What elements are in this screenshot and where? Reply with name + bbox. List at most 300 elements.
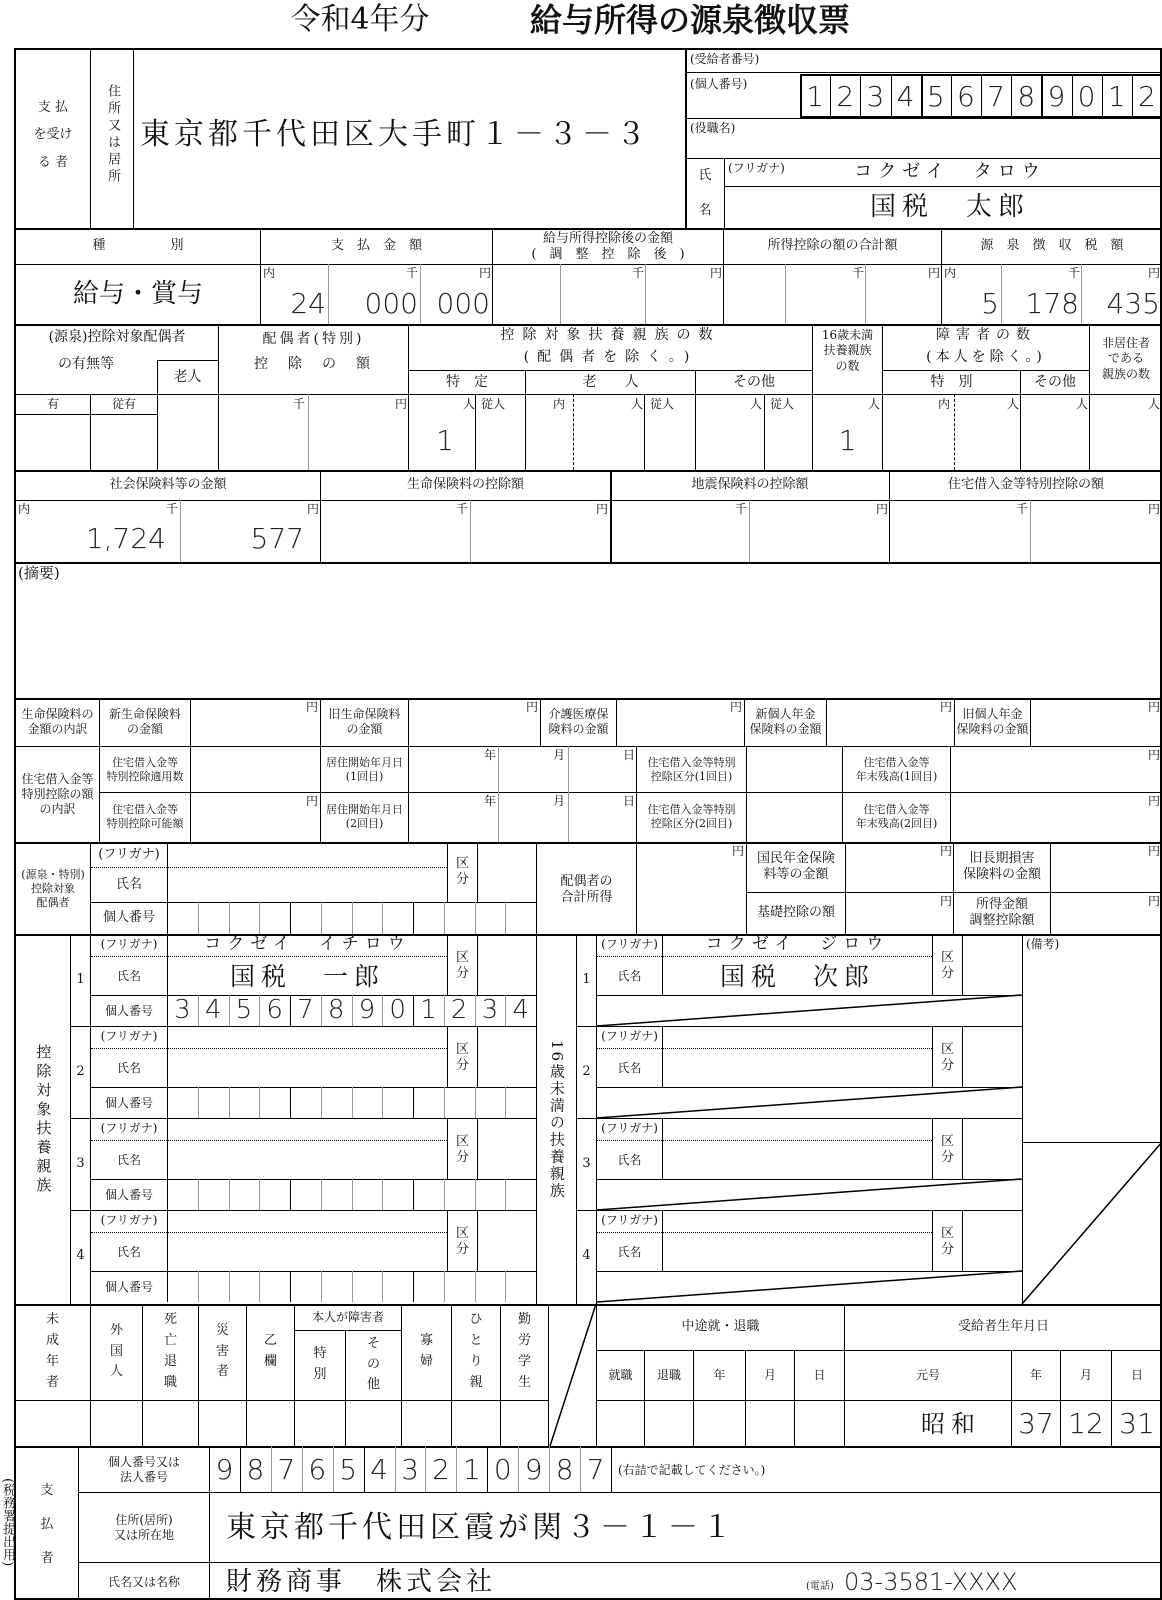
dependent-number bbox=[167, 1179, 536, 1210]
recipient-no-label: (受給者番号) bbox=[690, 52, 760, 66]
flag-widow-label: 寡婦 bbox=[419, 1333, 433, 1369]
flag-minor-label: 未成年者 bbox=[45, 1312, 59, 1390]
dependent-number-digit[interactable] bbox=[444, 1179, 475, 1210]
under16-furigana-label: (フリガナ) bbox=[601, 1213, 658, 1227]
dependent-number-digit[interactable]: 3 bbox=[174, 995, 191, 1026]
balance-1-label: 住宅借入金等 年末残高(1回目) bbox=[855, 756, 938, 783]
unit-en: 円 bbox=[940, 700, 953, 714]
under16-furigana-label: (フリガナ) bbox=[601, 1029, 658, 1043]
dependent-number-digit[interactable] bbox=[352, 1179, 383, 1210]
position-label: (役職名) bbox=[690, 121, 736, 135]
personal-no-digit[interactable]: 6 bbox=[956, 79, 975, 113]
disabled-count-label: 障害者の数 bbox=[936, 327, 1036, 344]
possible-amount-label: 住宅借入金等 特別控除可能額 bbox=[106, 803, 184, 830]
under16-count[interactable]: 1 bbox=[838, 423, 857, 457]
spouse-number-cell[interactable] bbox=[198, 902, 229, 934]
joined-label: 就職 bbox=[608, 1368, 633, 1382]
dependents-count-label: 控除対象扶養親族の数 bbox=[500, 327, 721, 344]
dependent-number-digit[interactable] bbox=[352, 1271, 383, 1302]
under16-name[interactable] bbox=[665, 1142, 930, 1179]
unit-en: 円 bbox=[306, 700, 319, 714]
self-disabled-label: 本人が障害者 bbox=[311, 1310, 384, 1324]
personal-no-digit[interactable]: 8 bbox=[1017, 79, 1036, 113]
nonresident-label: 非居住者 である 親族の数 bbox=[1101, 335, 1150, 381]
unit-person: 人 bbox=[1007, 397, 1020, 411]
balance-2-label: 住宅借入金等 年末残高(2回目) bbox=[855, 803, 938, 830]
spouse-number-cell[interactable] bbox=[505, 902, 536, 934]
spouse-number-cell[interactable] bbox=[321, 902, 352, 934]
flag-student-checkbox[interactable] bbox=[501, 1401, 548, 1446]
specific-count[interactable]: 1 bbox=[436, 423, 454, 457]
under16-name-label: 氏名 bbox=[617, 969, 642, 983]
under16-name[interactable]: 国税 次郎 bbox=[719, 961, 875, 991]
birth-year-label: 年 bbox=[1029, 1368, 1042, 1382]
dependent-category-label: 区 分 bbox=[455, 1041, 469, 1073]
payer-phone[interactable]: 03-3581-XXXX bbox=[844, 1568, 1018, 1596]
personal-no-digit[interactable]: 1 bbox=[806, 79, 824, 113]
flag-special-label: 特別 bbox=[313, 1346, 327, 1382]
unit-person: 人 bbox=[868, 397, 881, 411]
start-date-1-label: 居住開始年月日 (1回目) bbox=[326, 756, 403, 783]
employment-day-label: 日 bbox=[813, 1368, 826, 1382]
unit-person: 人 bbox=[463, 397, 476, 411]
dependent-number-digit[interactable] bbox=[505, 1271, 536, 1302]
name-label-1: 氏 bbox=[698, 167, 712, 183]
unit-dep-person: 従人 bbox=[481, 397, 506, 411]
personal-no-digit[interactable]: 9 bbox=[1047, 79, 1066, 113]
housing-loan-label: 住宅借入金等特別控除の額 bbox=[947, 477, 1104, 493]
unit-uchi: 内 bbox=[18, 502, 31, 516]
unit-en: 円 bbox=[1148, 844, 1161, 858]
under16-name-label: 氏名 bbox=[617, 1153, 642, 1167]
employment-month-label: 月 bbox=[763, 1368, 776, 1382]
under16-name[interactable] bbox=[665, 1050, 930, 1087]
dependent-number-digit[interactable] bbox=[475, 1179, 506, 1210]
unit-en: 円 bbox=[479, 266, 492, 280]
old-longterm-label: 旧長期損害 保険料の金額 bbox=[962, 850, 1041, 882]
recipient-name[interactable]: 国税 太郎 bbox=[869, 191, 1030, 222]
spouse-number-cell[interactable] bbox=[352, 902, 383, 934]
applicable-count-label: 住宅借入金等 特別控除適用数 bbox=[106, 756, 184, 783]
unit-dep-person: 従人 bbox=[650, 397, 675, 411]
unit-en: 円 bbox=[876, 502, 889, 516]
dependent-number-digit[interactable] bbox=[167, 1179, 198, 1210]
dependent-category-label: 区 分 bbox=[455, 949, 469, 981]
personal-no-digit[interactable]: 2 bbox=[1137, 79, 1156, 113]
payer-address[interactable]: 東京都千代田区霞が関３－１－１ bbox=[226, 1510, 736, 1546]
unit-en: 円 bbox=[1148, 794, 1161, 808]
personal-no-label: (個人番号) bbox=[690, 77, 748, 91]
under16-category-label: 区 分 bbox=[940, 1133, 954, 1165]
spouse-number-cell[interactable] bbox=[229, 902, 260, 934]
tax-office-copy-label: (税務署提出用) bbox=[0, 1477, 16, 1567]
unit-sen: 千 bbox=[456, 502, 469, 516]
dependent-number-digit[interactable] bbox=[229, 1179, 260, 1210]
disabled-other-label: その他 bbox=[1034, 373, 1076, 390]
category-1-label: 住宅借入金等特別 控除区分(1回目) bbox=[647, 756, 736, 783]
dependent-number-digit[interactable] bbox=[167, 1271, 198, 1302]
under16-furigana-label: (フリガナ) bbox=[601, 1121, 658, 1135]
unit-month: 月 bbox=[553, 794, 566, 808]
dependent-no: 3 bbox=[76, 1155, 85, 1171]
specific-label: 特 定 bbox=[446, 373, 488, 390]
payer-number-digit[interactable]: 2 bbox=[432, 1452, 450, 1486]
category-2-label: 住宅借入金等特別 控除区分(2回目) bbox=[647, 803, 736, 830]
employment-year-label: 年 bbox=[713, 1368, 726, 1382]
dependent-number-digit[interactable]: 5 bbox=[235, 995, 253, 1026]
unit-en: 円 bbox=[307, 502, 320, 516]
unit-person: 人 bbox=[1148, 397, 1161, 411]
life-breakdown-label: 生命保険料の 金額の内訳 bbox=[21, 707, 94, 736]
spouse-total-income-label: 配偶者の 合計所得 bbox=[560, 873, 613, 905]
under16-no: 1 bbox=[582, 971, 591, 987]
flag-foreigner-label: 外国人 bbox=[109, 1322, 123, 1380]
employment-label: 中途就・退職 bbox=[681, 1319, 760, 1335]
payer-number-digit[interactable]: 5 bbox=[339, 1452, 358, 1486]
payer-number-digit[interactable]: 8 bbox=[246, 1452, 265, 1486]
special-label: 特 別 bbox=[930, 373, 973, 390]
unit-en: 円 bbox=[710, 266, 723, 280]
unit-day: 日 bbox=[623, 794, 636, 808]
dependent-number-digit[interactable] bbox=[198, 1179, 229, 1210]
dependents-count-label-2: (配偶者を除く。) bbox=[523, 349, 698, 366]
personal-no-digit[interactable]: 3 bbox=[866, 79, 885, 113]
flag-death-checkbox[interactable] bbox=[143, 1401, 198, 1446]
dependent-number-digit[interactable] bbox=[444, 1087, 475, 1118]
under16-category-label: 区 分 bbox=[940, 1041, 954, 1073]
summary-label[interactable]: (摘要) bbox=[18, 564, 60, 582]
unit-en: 円 bbox=[526, 700, 539, 714]
dependent-name-label: 氏名 bbox=[116, 1061, 141, 1075]
yes-label: 有 bbox=[46, 397, 59, 411]
dependent-number-digit[interactable] bbox=[413, 1087, 444, 1118]
payer-number-digit[interactable]: 7 bbox=[586, 1452, 605, 1486]
unit-uchi: 内 bbox=[944, 266, 957, 280]
spouse-number-cell[interactable] bbox=[290, 902, 321, 934]
flag-disaster-label: 災害者 bbox=[215, 1322, 229, 1380]
spouse-number-cell[interactable] bbox=[382, 902, 413, 934]
dependent-number-label: 個人番号 bbox=[104, 1187, 153, 1202]
payer-number-digit[interactable]: 1 bbox=[462, 1452, 481, 1486]
payer-number-note: (右詰で記載してください。) bbox=[618, 1463, 766, 1477]
dependent-furigana[interactable] bbox=[170, 1118, 445, 1140]
dependent-number-digit[interactable] bbox=[475, 1271, 506, 1302]
dependent-number-digit[interactable] bbox=[352, 1087, 383, 1118]
dependent-number-digit[interactable]: 9 bbox=[358, 995, 376, 1026]
payer-number-digit[interactable]: 7 bbox=[277, 1452, 296, 1486]
payment-upper[interactable]: 24 bbox=[290, 286, 326, 320]
under16-furigana[interactable] bbox=[665, 1118, 930, 1140]
dependent-number bbox=[167, 1271, 536, 1302]
header-deduction-total: 所得控除の額の合計額 bbox=[767, 238, 898, 254]
recipient-address[interactable]: 東京都千代田区大手町１－３－３ bbox=[140, 117, 650, 153]
dependent-furigana[interactable] bbox=[170, 1026, 445, 1048]
dependent-no: 4 bbox=[76, 1247, 85, 1263]
personal-no-digit[interactable]: 1 bbox=[1107, 79, 1126, 113]
personal-no-digit[interactable]: 4 bbox=[896, 79, 915, 113]
dependent-no: 2 bbox=[76, 1063, 85, 1079]
flag-student-label: 勤労学生 bbox=[517, 1312, 531, 1390]
old-life-label: 旧生命保険料 の金額 bbox=[328, 707, 401, 736]
unit-en: 円 bbox=[1148, 748, 1161, 762]
dependent-number-digit[interactable] bbox=[444, 1271, 475, 1302]
spouse-presence-label-2: の有無等 bbox=[58, 356, 114, 373]
under16-furigana[interactable]: コクゼイ ジロウ bbox=[705, 934, 890, 955]
dependent-number-digit[interactable] bbox=[229, 1087, 260, 1118]
under16-no: 4 bbox=[582, 1247, 591, 1263]
dependent-number-digit[interactable] bbox=[321, 1271, 352, 1302]
furigana-label: (フリガナ) bbox=[728, 161, 785, 175]
dependent-furigana-label: (フリガナ) bbox=[100, 937, 158, 951]
social-insurance-thousands[interactable]: 1,724 bbox=[85, 521, 166, 555]
flag-otsu-checkbox[interactable] bbox=[247, 1401, 294, 1446]
recipient-furigana[interactable]: コクゼイ タロウ bbox=[854, 160, 1046, 182]
basic-deduction-label: 基礎控除の額 bbox=[756, 904, 835, 920]
dependent-furigana-label: (フリガナ) bbox=[100, 1213, 158, 1227]
flag-other-label: その他 bbox=[366, 1335, 380, 1393]
national-pension-label: 国民年金保険 料等の金額 bbox=[756, 850, 835, 882]
under16-count-label: 16歳未満 扶養親族 の数 bbox=[821, 327, 874, 373]
birth-month[interactable]: 12 bbox=[1068, 1407, 1104, 1440]
old-pension-label: 旧個人年金 保険料の金額 bbox=[956, 707, 1029, 736]
dependent-furigana[interactable] bbox=[170, 1210, 445, 1232]
dependent-number-digit[interactable] bbox=[290, 1271, 321, 1302]
spouse-presence-label: (源泉)控除対象配偶者 bbox=[48, 329, 186, 346]
dependent-number-digit[interactable]: 3 bbox=[481, 995, 499, 1026]
unit-en: 円 bbox=[395, 397, 408, 411]
dependent-furigana[interactable]: コクゼイ イチロウ bbox=[204, 934, 411, 955]
withholding-thousands[interactable]: 178 bbox=[1025, 286, 1079, 320]
payer-number-digit[interactable]: 3 bbox=[401, 1452, 419, 1486]
unit-year: 年 bbox=[484, 794, 497, 808]
unit-en: 円 bbox=[730, 700, 743, 714]
dependent-number-digit[interactable] bbox=[382, 1271, 413, 1302]
dependent-category-label: 区 分 bbox=[455, 1225, 469, 1257]
recipient-section-label: 支 払 を受け る 者 bbox=[33, 100, 73, 170]
unit-sen: 千 bbox=[735, 502, 748, 516]
flag-death-label: 死亡退職 bbox=[163, 1312, 177, 1390]
unit-year: 年 bbox=[484, 748, 497, 762]
housing-breakdown-label: 住宅借入金等 特別控除の額 の内訳 bbox=[21, 771, 94, 816]
unit-en: 円 bbox=[306, 794, 319, 808]
flag-special-checkbox[interactable] bbox=[295, 1401, 345, 1446]
payer-label: 支 払 者 bbox=[40, 1483, 54, 1566]
personal-no-digit[interactable]: 5 bbox=[926, 79, 945, 113]
spouse-number-cell[interactable] bbox=[259, 902, 290, 934]
dependent-number-digit[interactable] bbox=[290, 1179, 321, 1210]
unit-en: 円 bbox=[1148, 502, 1161, 516]
spouse-category-label: 区 分 bbox=[455, 855, 469, 887]
income-type: 給与・賞与 bbox=[72, 278, 203, 309]
under16-name-label: 氏名 bbox=[617, 1061, 642, 1075]
under16-name[interactable] bbox=[665, 1234, 930, 1271]
dependent-number-label: 個人番号 bbox=[104, 1279, 153, 1294]
elderly-label: 老人 bbox=[173, 368, 202, 385]
dependent-number-digit[interactable] bbox=[382, 1179, 413, 1210]
dependent-number-digit[interactable] bbox=[321, 1087, 352, 1118]
payer-number-digit[interactable]: 4 bbox=[370, 1452, 388, 1486]
flag-foreigner-checkbox[interactable] bbox=[91, 1401, 142, 1446]
new-life-label: 新生命保険料 の金額 bbox=[108, 707, 181, 736]
header-after-deduction: 給与所得控除後の金額 ( 調 整 控 除 後 ) bbox=[531, 230, 685, 262]
under16-furigana[interactable] bbox=[665, 1210, 930, 1232]
dependent-number-digit[interactable] bbox=[505, 1179, 536, 1210]
spouse-name-label: 氏名 bbox=[115, 876, 142, 892]
spouse-furigana-label: (フリガナ) bbox=[98, 846, 160, 862]
unit-sen: 千 bbox=[406, 266, 419, 280]
header-payment: 支 払 金 額 bbox=[330, 238, 422, 254]
unit-sen: 千 bbox=[166, 502, 179, 516]
era-label: 元号 bbox=[915, 1368, 940, 1382]
birth-era[interactable]: 昭和 bbox=[921, 1409, 981, 1438]
payer-number-digit[interactable]: 0 bbox=[493, 1452, 512, 1486]
flag-widow-checkbox[interactable] bbox=[402, 1401, 451, 1446]
start-date-2-label: 居住開始年月日 (2回目) bbox=[326, 803, 403, 830]
income-adjust-label: 所得金額 調整控除額 bbox=[969, 896, 1035, 928]
dependent-category-label: 区 分 bbox=[455, 1133, 469, 1165]
dependent-number-digit[interactable] bbox=[321, 1179, 352, 1210]
dependent-furigana-label: (フリガナ) bbox=[100, 1121, 158, 1135]
payer-number-digit[interactable]: 9 bbox=[215, 1452, 234, 1486]
dependents-label: 控除対象扶養親族 bbox=[34, 1044, 53, 1196]
unit-month: 月 bbox=[553, 748, 566, 762]
dependent-number-digit[interactable]: 1 bbox=[420, 995, 437, 1026]
under16-furigana[interactable] bbox=[665, 1026, 930, 1048]
dependent-name[interactable]: 国税 一郎 bbox=[229, 961, 385, 991]
dependent-number-digit[interactable] bbox=[382, 1087, 413, 1118]
dependent-name-label: 氏名 bbox=[116, 969, 141, 983]
dependent-furigana-label: (フリガナ) bbox=[100, 1029, 158, 1043]
dependent-name[interactable] bbox=[170, 1142, 445, 1179]
under16-name-label: 氏名 bbox=[617, 1245, 642, 1259]
payer-number-digit[interactable]: 6 bbox=[308, 1452, 327, 1486]
dependent-name-label: 氏名 bbox=[116, 1153, 141, 1167]
spouse-label: (源泉・特別) 控除対象 配偶者 bbox=[21, 868, 85, 909]
flag-other-checkbox[interactable] bbox=[346, 1401, 401, 1446]
social-insurance-label: 社会保険料等の金額 bbox=[109, 477, 227, 493]
birth-month-label: 月 bbox=[1079, 1368, 1092, 1382]
dependent-number-digit[interactable]: 4 bbox=[512, 995, 529, 1026]
dependent-number-digit[interactable] bbox=[229, 1271, 260, 1302]
dependent-number-digit[interactable] bbox=[290, 1087, 321, 1118]
withholding-upper[interactable]: 5 bbox=[981, 286, 999, 320]
unit-en: 円 bbox=[1148, 266, 1161, 280]
payer-number-digit[interactable]: 9 bbox=[524, 1452, 543, 1486]
birth-year[interactable]: 37 bbox=[1018, 1407, 1054, 1440]
unit-day: 日 bbox=[623, 748, 636, 762]
withholding-yen[interactable]: 435 bbox=[1106, 286, 1160, 320]
name-label-2: 名 bbox=[698, 202, 712, 218]
unit-person: 人 bbox=[750, 397, 763, 411]
dependent-number-label: 個人番号 bbox=[104, 1003, 153, 1018]
dependent-name[interactable] bbox=[170, 1050, 445, 1087]
under16-furigana-label: (フリガナ) bbox=[601, 937, 658, 951]
dependent-number-digit[interactable] bbox=[167, 1087, 198, 1118]
unit-uchi: 内 bbox=[938, 397, 951, 411]
dep-yes-label: 従有 bbox=[111, 397, 136, 411]
unit-person: 人 bbox=[1076, 397, 1089, 411]
under16-no: 3 bbox=[582, 1155, 591, 1171]
dependent-number-digit[interactable] bbox=[413, 1271, 444, 1302]
payer-name[interactable]: 財務商事 株式会社 bbox=[226, 1566, 497, 1597]
dependent-number-digit[interactable] bbox=[259, 1271, 290, 1302]
dependent-number-digit[interactable] bbox=[259, 1087, 290, 1118]
dependent-number-digit[interactable]: 7 bbox=[297, 995, 314, 1026]
unit-en: 円 bbox=[732, 844, 745, 858]
dependent-no: 1 bbox=[76, 971, 85, 987]
unit-en: 円 bbox=[596, 502, 609, 516]
dependent-number bbox=[167, 995, 536, 1026]
dependent-number-digit[interactable] bbox=[198, 1271, 229, 1302]
dependent-name[interactable] bbox=[170, 1234, 445, 1271]
flag-disaster-checkbox[interactable] bbox=[199, 1401, 246, 1446]
payment-thousands[interactable]: 000 bbox=[364, 286, 418, 320]
unit-en: 円 bbox=[940, 844, 953, 858]
birth-day[interactable]: 31 bbox=[1119, 1407, 1155, 1440]
payer-number-digit[interactable]: 8 bbox=[555, 1452, 574, 1486]
unit-sen: 千 bbox=[632, 266, 645, 280]
payment-yen[interactable]: 000 bbox=[436, 286, 490, 320]
elder-label: 老 人 bbox=[582, 373, 639, 390]
address-label: 住所又は居所 bbox=[105, 84, 121, 186]
dependent-number-digit[interactable] bbox=[475, 1087, 506, 1118]
unit-uchi: 内 bbox=[553, 397, 566, 411]
spouse-number-cell[interactable] bbox=[475, 902, 506, 934]
unit-en: 円 bbox=[928, 266, 941, 280]
flag-single-parent-label: ひとり親 bbox=[469, 1312, 483, 1390]
spouse-deduction-label-2: 控 除 の 額 bbox=[254, 356, 373, 373]
dependent-number-digit[interactable] bbox=[413, 1179, 444, 1210]
other-label: その他 bbox=[733, 373, 775, 390]
dependent-number-digit[interactable]: 4 bbox=[204, 995, 222, 1026]
spouse-number-cell[interactable] bbox=[413, 902, 444, 934]
birth-day-label: 日 bbox=[1130, 1368, 1143, 1382]
personal-no-digit[interactable]: 7 bbox=[987, 79, 1005, 113]
social-insurance-yen[interactable]: 577 bbox=[250, 521, 304, 555]
unit-en: 円 bbox=[1148, 894, 1161, 908]
dependent-number-digit[interactable]: 0 bbox=[389, 995, 406, 1026]
dependent-number-digit[interactable] bbox=[259, 1179, 290, 1210]
under16-category-label: 区 分 bbox=[940, 1225, 954, 1257]
unit-uchi: 内 bbox=[263, 266, 276, 280]
page-title: 給与所得の源泉徴収票 bbox=[529, 1, 850, 39]
unit-en: 円 bbox=[940, 894, 953, 908]
birth-label: 受給者生年月日 bbox=[957, 1319, 1049, 1335]
dependent-number bbox=[167, 1087, 536, 1118]
dependent-number-digit[interactable]: 8 bbox=[327, 995, 345, 1026]
unit-person: 人 bbox=[631, 397, 644, 411]
flag-minor-checkbox[interactable] bbox=[15, 1401, 90, 1446]
payer-address-label: 住所(居所) 又は所在地 bbox=[113, 1513, 174, 1542]
flag-single-parent-checkbox[interactable] bbox=[452, 1401, 500, 1446]
notes-label[interactable]: (備考) bbox=[1026, 937, 1060, 951]
personal-no-digit[interactable]: 0 bbox=[1077, 79, 1096, 113]
under16-no: 2 bbox=[582, 1063, 591, 1079]
dependent-number-digit[interactable] bbox=[505, 1087, 536, 1118]
dependent-number-digit[interactable] bbox=[198, 1087, 229, 1118]
new-pension-label: 新個人年金 保険料の金額 bbox=[749, 707, 822, 736]
spouse-deduction-label: 配偶者(特別) bbox=[262, 331, 365, 348]
dependent-name-label: 氏名 bbox=[116, 1245, 141, 1259]
unit-sen: 千 bbox=[852, 266, 865, 280]
disabled-count-label-2: (本人を除く。) bbox=[926, 349, 1046, 366]
dependent-number-digit[interactable]: 6 bbox=[266, 995, 283, 1026]
title-year: 令和4年分 bbox=[290, 2, 430, 38]
spouse-number-cell[interactable] bbox=[444, 902, 475, 934]
spouse-number-cell[interactable] bbox=[167, 902, 198, 934]
personal-no-digit[interactable]: 2 bbox=[836, 79, 855, 113]
dependent-number-digit[interactable]: 2 bbox=[450, 995, 468, 1026]
